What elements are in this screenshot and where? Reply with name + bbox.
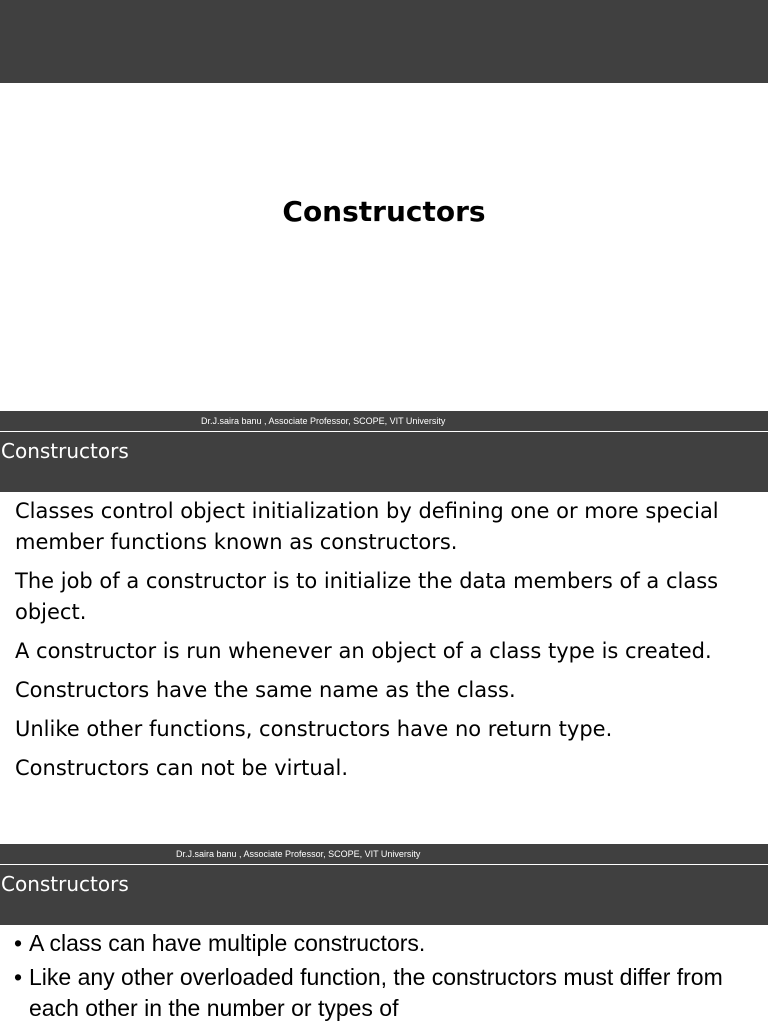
slide1-top-bar [0,0,768,83]
slide2-body [15,496,755,792]
slide2-header-title: Constructors [1,439,129,463]
bullet-dot-icon: • [14,930,23,956]
footer-text: Dr.J.saira banu , Associate Professor, SCOPE, VIT University [201,416,446,426]
bullet-dot-icon: • [14,964,23,990]
bullet-text: Like any other overloaded function, the constructors must differ from each other in the number or types of [29,964,723,1021]
footer-text: Dr.J.saira banu , Associate Professor, SCOPE, VIT University [176,849,421,859]
slide2-header-bar [0,432,768,492]
slide3-body [14,928,754,1024]
slide3-header-bar [0,865,768,925]
slide2-paragraph: Constructors can not be virtual. [15,756,349,780]
bullet-text: A class can have multiple constructors. [29,930,426,956]
slide2-paragraph: Constructors have the same name as the class. [15,678,516,702]
slide3-header-title: Constructors [1,872,129,896]
slide2-paragraph: The job of a constructor is to initialize the data members of a class object. [15,569,719,624]
bullet-item [14,962,754,1024]
slide2-paragraph: Classes control object initialization by defining one or more special member functions known as constructors. [15,499,719,554]
bullet-item [14,928,754,959]
slide1-title: Constructors [282,195,486,228]
slide2-paragraph: A constructor is run whenever an object of a class type is created. [15,639,712,663]
slide2-footer [0,844,768,864]
slide1-footer [0,411,768,431]
slide2-paragraph: Unlike other functions, constructors have no return type. [15,717,613,741]
